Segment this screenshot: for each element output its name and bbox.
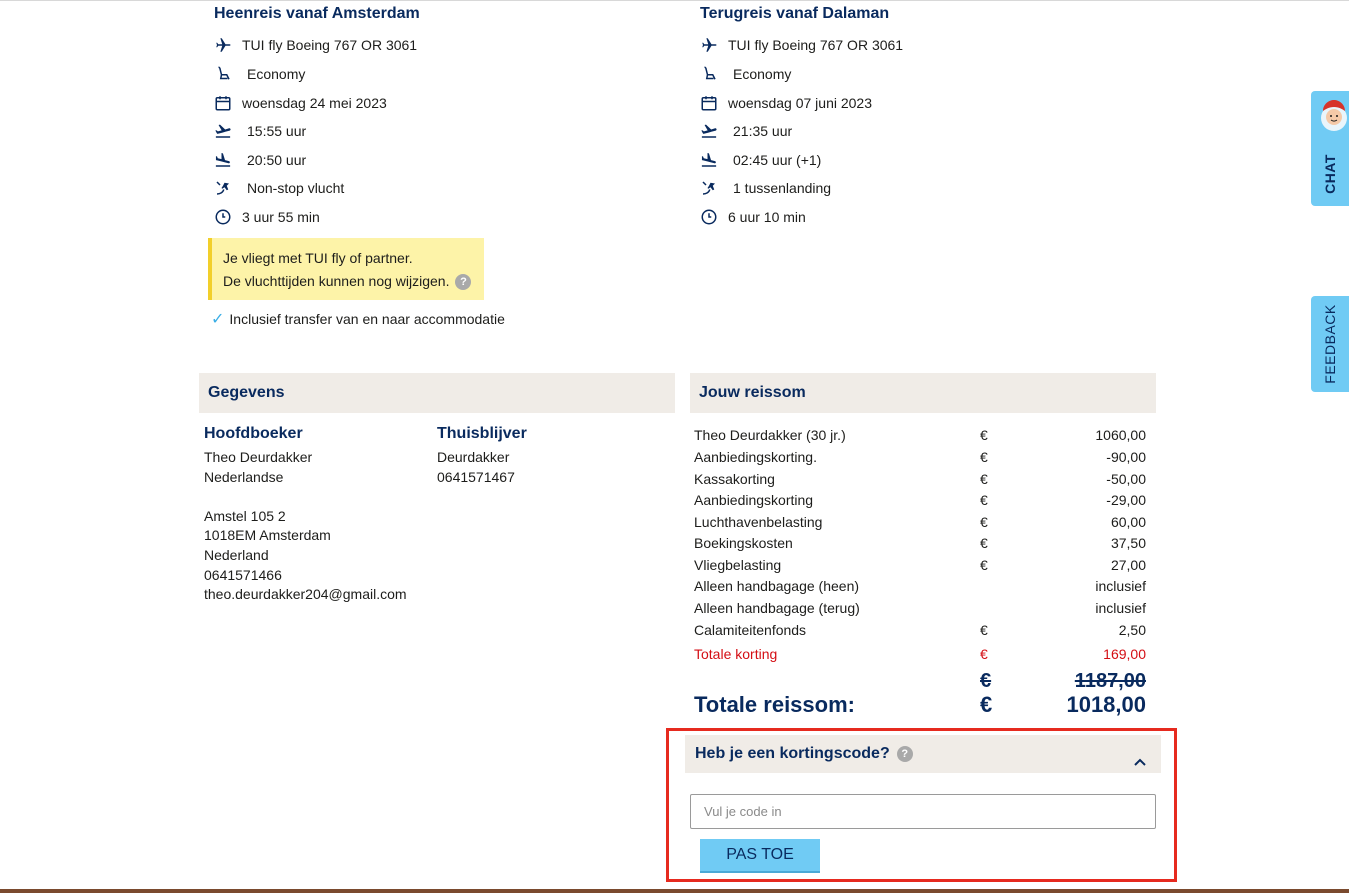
coupon-toggle[interactable] xyxy=(685,735,1161,773)
outbound-title: Heenreis vanaf Amsterdam xyxy=(214,5,420,22)
price-row: Aanbiedingskorting. € -90,00 xyxy=(694,448,1146,465)
main-booker-phone: 0641571466 xyxy=(204,567,282,583)
return-class-row: Economy xyxy=(698,63,791,85)
outbound-airline-row: TUI fly Boeing 767 OR 3061 xyxy=(212,34,417,56)
main-booker-name: Theo Deurdakker xyxy=(204,449,313,465)
top-divider xyxy=(0,0,1349,1)
return-date-row: woensdag 07 juni 2023 xyxy=(698,92,872,114)
return-stops-row: 1 tussenlanding xyxy=(698,177,831,199)
total-currency: € xyxy=(980,692,993,717)
stay-home-label: Thuisblijver xyxy=(437,425,527,442)
total-price xyxy=(694,692,1146,718)
bottom-edge xyxy=(0,889,1349,893)
checkmark-icon: ✓ xyxy=(211,311,225,328)
coupon-title: Heb je een kortingscode? xyxy=(695,745,890,762)
return-departure-row: 21:35 uur xyxy=(698,120,792,142)
seat-icon xyxy=(698,63,720,85)
price-row: Boekingskosten € 37,50 xyxy=(694,534,1146,551)
coupon-code-input[interactable] xyxy=(690,794,1156,829)
transfer-info xyxy=(211,309,505,329)
flight-notice xyxy=(208,238,484,300)
price-row: Alleen handbagage (heen) inclusief xyxy=(694,577,1146,594)
feedback-tab[interactable] xyxy=(1311,296,1349,392)
return-arrival-row: 02:45 uur (+1) xyxy=(698,149,821,171)
calendar-icon xyxy=(698,92,720,114)
total-value: 1018,00 xyxy=(1066,692,1146,717)
notice-line-2: De vluchttijden kunnen nog wijzigen. ? xyxy=(223,270,484,293)
return-duration-row: 6 uur 10 min xyxy=(698,206,806,228)
outbound-stops-row: Non-stop vlucht xyxy=(212,177,344,199)
feedback-label: FEEDBACK xyxy=(1322,304,1338,384)
agent-avatar-icon xyxy=(1319,99,1349,133)
main-booker-label: Hoofdboeker xyxy=(204,425,303,442)
takeoff-icon xyxy=(698,120,720,142)
landing-icon xyxy=(212,149,234,171)
chat-label: CHAT xyxy=(1322,153,1338,194)
transfer-text: Inclusief transfer van en naar accommodatie xyxy=(229,311,505,327)
stay-home-phone: 0641571467 xyxy=(437,469,515,485)
return-airline-row: TUI fly Boeing 767 OR 3061 xyxy=(698,34,903,56)
landing-icon xyxy=(698,149,720,171)
apply-coupon-button[interactable]: PAS TOE xyxy=(700,839,820,873)
main-booker-nationality: Nederlandse xyxy=(204,469,284,485)
outbound-arrival-row: 20:50 uur xyxy=(212,149,306,171)
price-row: Alleen handbagage (terug) inclusief xyxy=(694,599,1146,616)
clock-icon xyxy=(212,206,234,228)
main-booker-city: 1018EM Amsterdam xyxy=(204,527,331,543)
seat-icon xyxy=(212,63,234,85)
route-icon xyxy=(212,177,234,199)
price-row: Kassakorting € -50,00 xyxy=(694,470,1146,487)
price-row: Vliegbelasting € 27,00 xyxy=(694,556,1146,573)
takeoff-icon xyxy=(212,120,234,142)
price-row: Aanbiedingskorting € -29,00 xyxy=(694,491,1146,508)
return-flight xyxy=(695,4,1025,24)
details-header: Gegevens xyxy=(199,373,675,413)
outbound-flight xyxy=(209,4,539,24)
original-currency: € xyxy=(980,670,992,692)
calendar-icon xyxy=(212,92,234,114)
chat-tab[interactable] xyxy=(1311,91,1349,206)
plane-icon xyxy=(698,34,720,56)
stay-home-name: Deurdakker xyxy=(437,449,510,465)
outbound-duration-row: 3 uur 55 min xyxy=(212,206,320,228)
price-row: Theo Deurdakker (30 jr.) € 1060,00 xyxy=(694,426,1146,443)
total-discount-row: Totale korting € 169,00 xyxy=(694,645,1146,662)
price-row: Calamiteitenfonds € 2,50 xyxy=(694,621,1146,638)
main-booker-email: theo.deurdakker204@gmail.com xyxy=(204,586,407,602)
original-price xyxy=(694,670,1146,692)
clock-icon xyxy=(698,206,720,228)
main-booker-country: Nederland xyxy=(204,547,269,563)
notice-line-1: Je vliegt met TUI fly of partner. xyxy=(223,250,413,266)
price-row: Luchthavenbelasting € 60,00 xyxy=(694,513,1146,530)
main-booker-street: Amstel 105 2 xyxy=(204,508,286,524)
return-title: Terugreis vanaf Dalaman xyxy=(700,5,890,22)
total-label: Totale reissom: xyxy=(694,692,855,717)
price-header: Jouw reissom xyxy=(690,373,1156,413)
chevron-up-icon[interactable] xyxy=(1133,746,1147,760)
outbound-departure-row: 15:55 uur xyxy=(212,120,306,142)
plane-icon xyxy=(212,34,234,56)
help-icon[interactable]: ? xyxy=(897,746,913,762)
help-icon[interactable]: ? xyxy=(455,274,471,290)
outbound-date-row: woensdag 24 mei 2023 xyxy=(212,92,387,114)
outbound-class-row: Economy xyxy=(212,63,305,85)
route-icon xyxy=(698,177,720,199)
original-value: 1187,00 xyxy=(1074,670,1146,692)
